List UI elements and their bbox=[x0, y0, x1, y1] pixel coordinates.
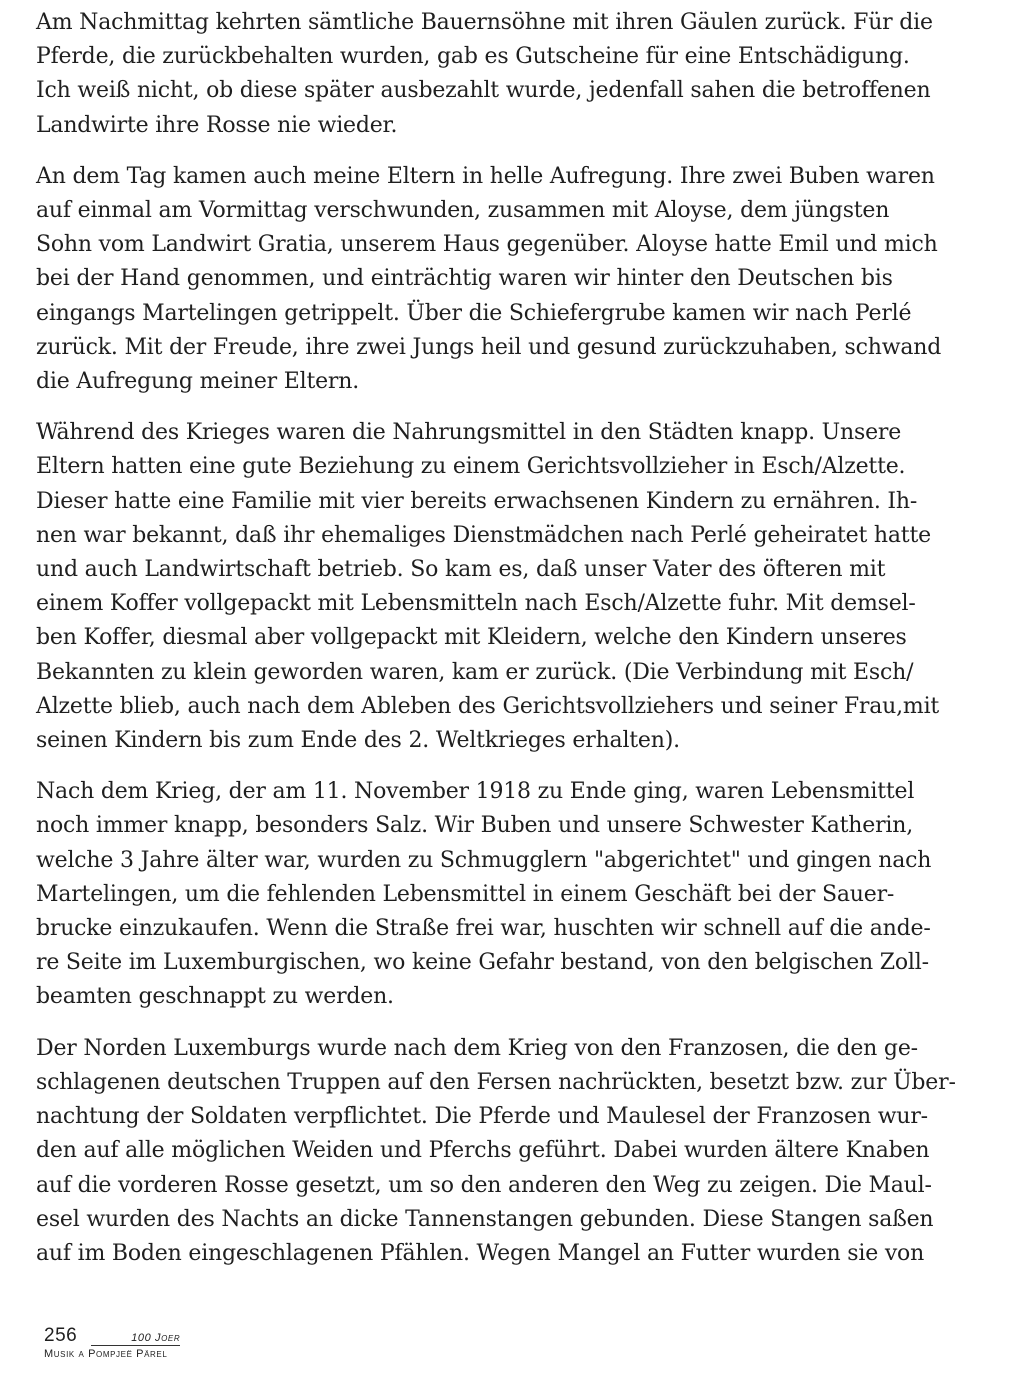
text-line: den auf alle möglichen Weiden und Pferchs geführt. Dabei wurden ältere Knaben bbox=[36, 1138, 930, 1164]
text-line: Landwirte ihre Rosse nie wieder. bbox=[36, 112, 398, 138]
text-line: Eltern hatten eine gute Beziehung zu einem Gerichtsvollzieher in Esch/Alzette. bbox=[36, 454, 906, 480]
text-line: ben Koffer, diesmal aber vollgepackt mit Kleidern, welche den Kindern unseres bbox=[36, 625, 907, 651]
paragraph-4 bbox=[36, 775, 1006, 1014]
text-line: Nach dem Krieg, der am 11. November 1918 zu Ende ging, waren Lebensmittel bbox=[36, 779, 915, 805]
text-line: Pferde, die zurückbehalten wurden, gab es Gutscheine für eine Entschädigung. bbox=[36, 44, 910, 70]
text-line: Dieser hatte eine Familie mit vier bereits erwachsenen Kindern zu ernähren. Ih- bbox=[36, 488, 918, 514]
text-line: noch immer knapp, besonders Salz. Wir Buben und unsere Schwester Katherin, bbox=[36, 813, 913, 839]
text-line: zurück. Mit der Freude, ihre zwei Jungs heil und gesund zurückzuhaben, schwand bbox=[36, 334, 942, 360]
text-line: beamten geschnappt zu werden. bbox=[36, 984, 394, 1010]
text-line: Ich weiß nicht, ob diese später ausbezahlt wurde, jedenfall sahen die betroffenen bbox=[36, 78, 931, 104]
paragraph-5 bbox=[36, 1032, 1006, 1271]
footer-top-row bbox=[44, 1325, 180, 1347]
publication-name: Musik a Pompjeë Pärel bbox=[44, 1348, 168, 1360]
text-line: Der Norden Luxemburgs wurde nach dem Krieg von den Franzosen, die den ge- bbox=[36, 1035, 918, 1061]
page-footer bbox=[44, 1325, 180, 1360]
text-line: seinen Kindern bis zum Ende des 2. Weltkrieges erhalten). bbox=[36, 728, 680, 754]
text-line: auf die vorderen Rosse gesetzt, um so den anderen den Weg zu zeigen. Die Maul- bbox=[36, 1172, 932, 1198]
text-line: bei der Hand genommen, und einträchtig waren wir hinter den Deutschen bis bbox=[36, 266, 893, 292]
text-line: welche 3 Jahre älter war, wurden zu Schmugglern "abgerichtet" und gingen nach bbox=[36, 847, 932, 873]
text-line: auf im Boden eingeschlagenen Pfählen. Wegen Mangel an Futter wurden sie von bbox=[36, 1240, 925, 1266]
text-line: einem Koffer vollgepackt mit Lebensmitteln nach Esch/Alzette fuhr. Mit demsel- bbox=[36, 591, 916, 617]
text-line: esel wurden des Nachts an dicke Tannenstangen gebunden. Diese Stangen saßen bbox=[36, 1206, 934, 1232]
paragraph-1 bbox=[36, 6, 1006, 143]
text-line: und auch Landwirtschaft betrieb. So kam es, daß unser Vater des öfteren mit bbox=[36, 557, 886, 583]
text-line: nen war bekannt, daß ihr ehemaliges Dienstmädchen nach Perlé geheiratet hatte bbox=[36, 522, 931, 548]
text-line: nachtung der Soldaten verpflichtet. Die Pferde und Maulesel der Franzosen wur- bbox=[36, 1104, 928, 1130]
text-line: Während des Krieges waren die Nahrungsmittel in den Städten knapp. Unsere bbox=[36, 420, 902, 446]
text-line: Martelingen, um die fehlenden Lebensmittel in einem Geschäft bei der Sauer- bbox=[36, 881, 895, 907]
text-line: Sohn vom Landwirt Gratia, unserem Haus gegenüber. Aloyse hatte Emil und mich bbox=[36, 232, 938, 258]
running-title: 100 Joer bbox=[91, 1332, 180, 1346]
text-line: Bekannten zu klein geworden waren, kam er zurück. (Die Verbindung mit Esch/ bbox=[36, 659, 914, 685]
text-line: schlagenen deutschen Truppen auf den Fersen nachrückten, besetzt bzw. zur Über- bbox=[36, 1069, 956, 1095]
text-line: eingangs Martelingen getrippelt. Über die Schiefergrube kamen wir nach Perlé bbox=[36, 300, 912, 326]
text-line: Alzette blieb, auch nach dem Ableben des Gerichtsvollziehers und seiner Frau,mit bbox=[36, 693, 940, 719]
paragraph-2 bbox=[36, 160, 1006, 399]
document-page bbox=[36, 6, 1006, 1288]
text-line: Am Nachmittag kehrten sämtliche Bauernsöhne mit ihren Gäulen zurück. Für die bbox=[36, 10, 933, 35]
text-line: die Aufregung meiner Eltern. bbox=[36, 369, 360, 395]
text-line: re Seite im Luxemburgischen, wo keine Gefahr bestand, von den belgischen Zoll- bbox=[36, 950, 929, 976]
text-line: brucke einzukaufen. Wenn die Straße frei war, huschten wir schnell auf die ande- bbox=[36, 916, 931, 942]
text-line: An dem Tag kamen auch meine Eltern in helle Aufregung. Ihre zwei Buben waren bbox=[36, 163, 935, 189]
page-number: 256 bbox=[44, 1325, 78, 1346]
text-line: auf einmal am Vormittag verschwunden, zusammen mit Aloyse, dem jüngsten bbox=[36, 198, 890, 224]
paragraph-3 bbox=[36, 416, 1006, 758]
